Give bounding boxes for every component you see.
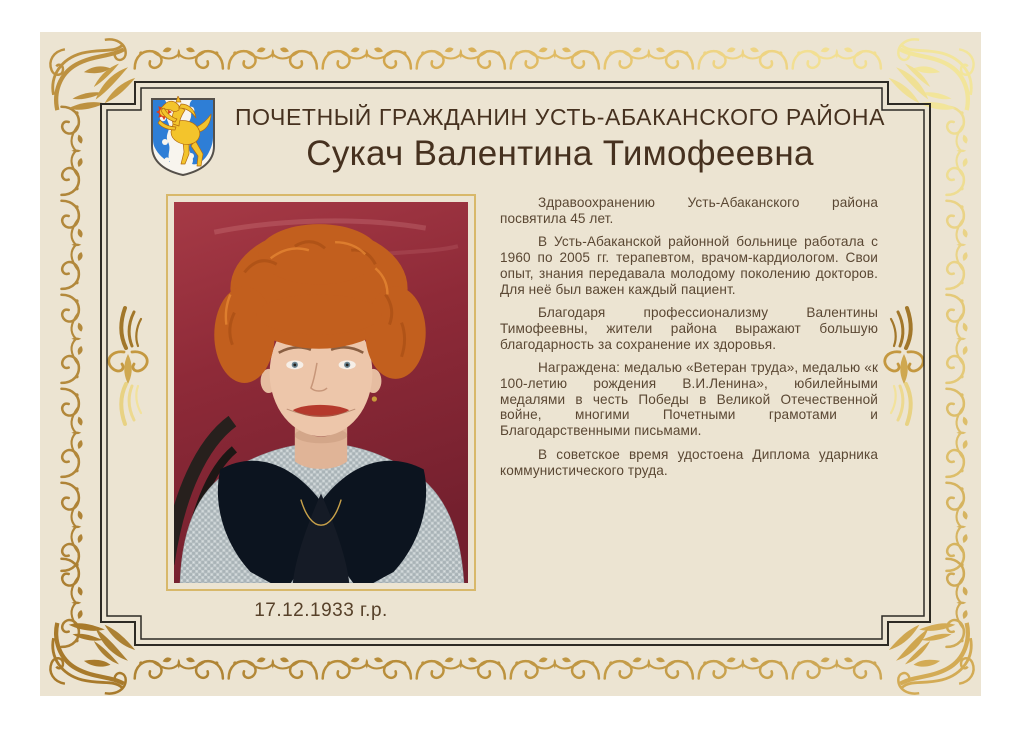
bio-paragraph: Благодаря профессионализму Валентины Тимофеевны, жители района выражают большую благодарность за сохранение их здоровья. (500, 305, 878, 352)
birth-date: 17.12.1933 г.р. (254, 600, 388, 621)
honoree-name: Сукач Валентина Тимофеевна (306, 134, 814, 173)
bio-paragraph: В советское время удостоена Диплома ударника коммунистического труда. (500, 446, 878, 478)
title-block (228, 104, 892, 174)
certificate-heading: ПОЧЕТНЫЙ ГРАЖДАНИН УСТЬ-АБАКАНСКОГО РАЙОНА (234, 104, 886, 130)
bio-paragraph: Награждена: медалью «Ветеран труда», медалью «к 100-летию рождения В.И.Ленина», юбилейными медалями в честь Победы в Великой Отечественной войне, многими Почетными грамотами и Благодарственными письмами. (500, 360, 878, 439)
bio-paragraph: Здравоохранению Усть-Абаканского района посвятила 45 лет. (500, 195, 878, 226)
bio-paragraph: В Усть-Абаканской районной больнице работала с 1960 по 2005 гг. терапевтом, врачом-кардиологом. Свои опыт, знания передавала молодому поколению докторов. Для неё был важен каждый пациент. (500, 234, 878, 297)
portrait-photo (166, 194, 476, 591)
district-coat-of-arms-icon (149, 96, 217, 178)
biography-text (500, 195, 878, 486)
